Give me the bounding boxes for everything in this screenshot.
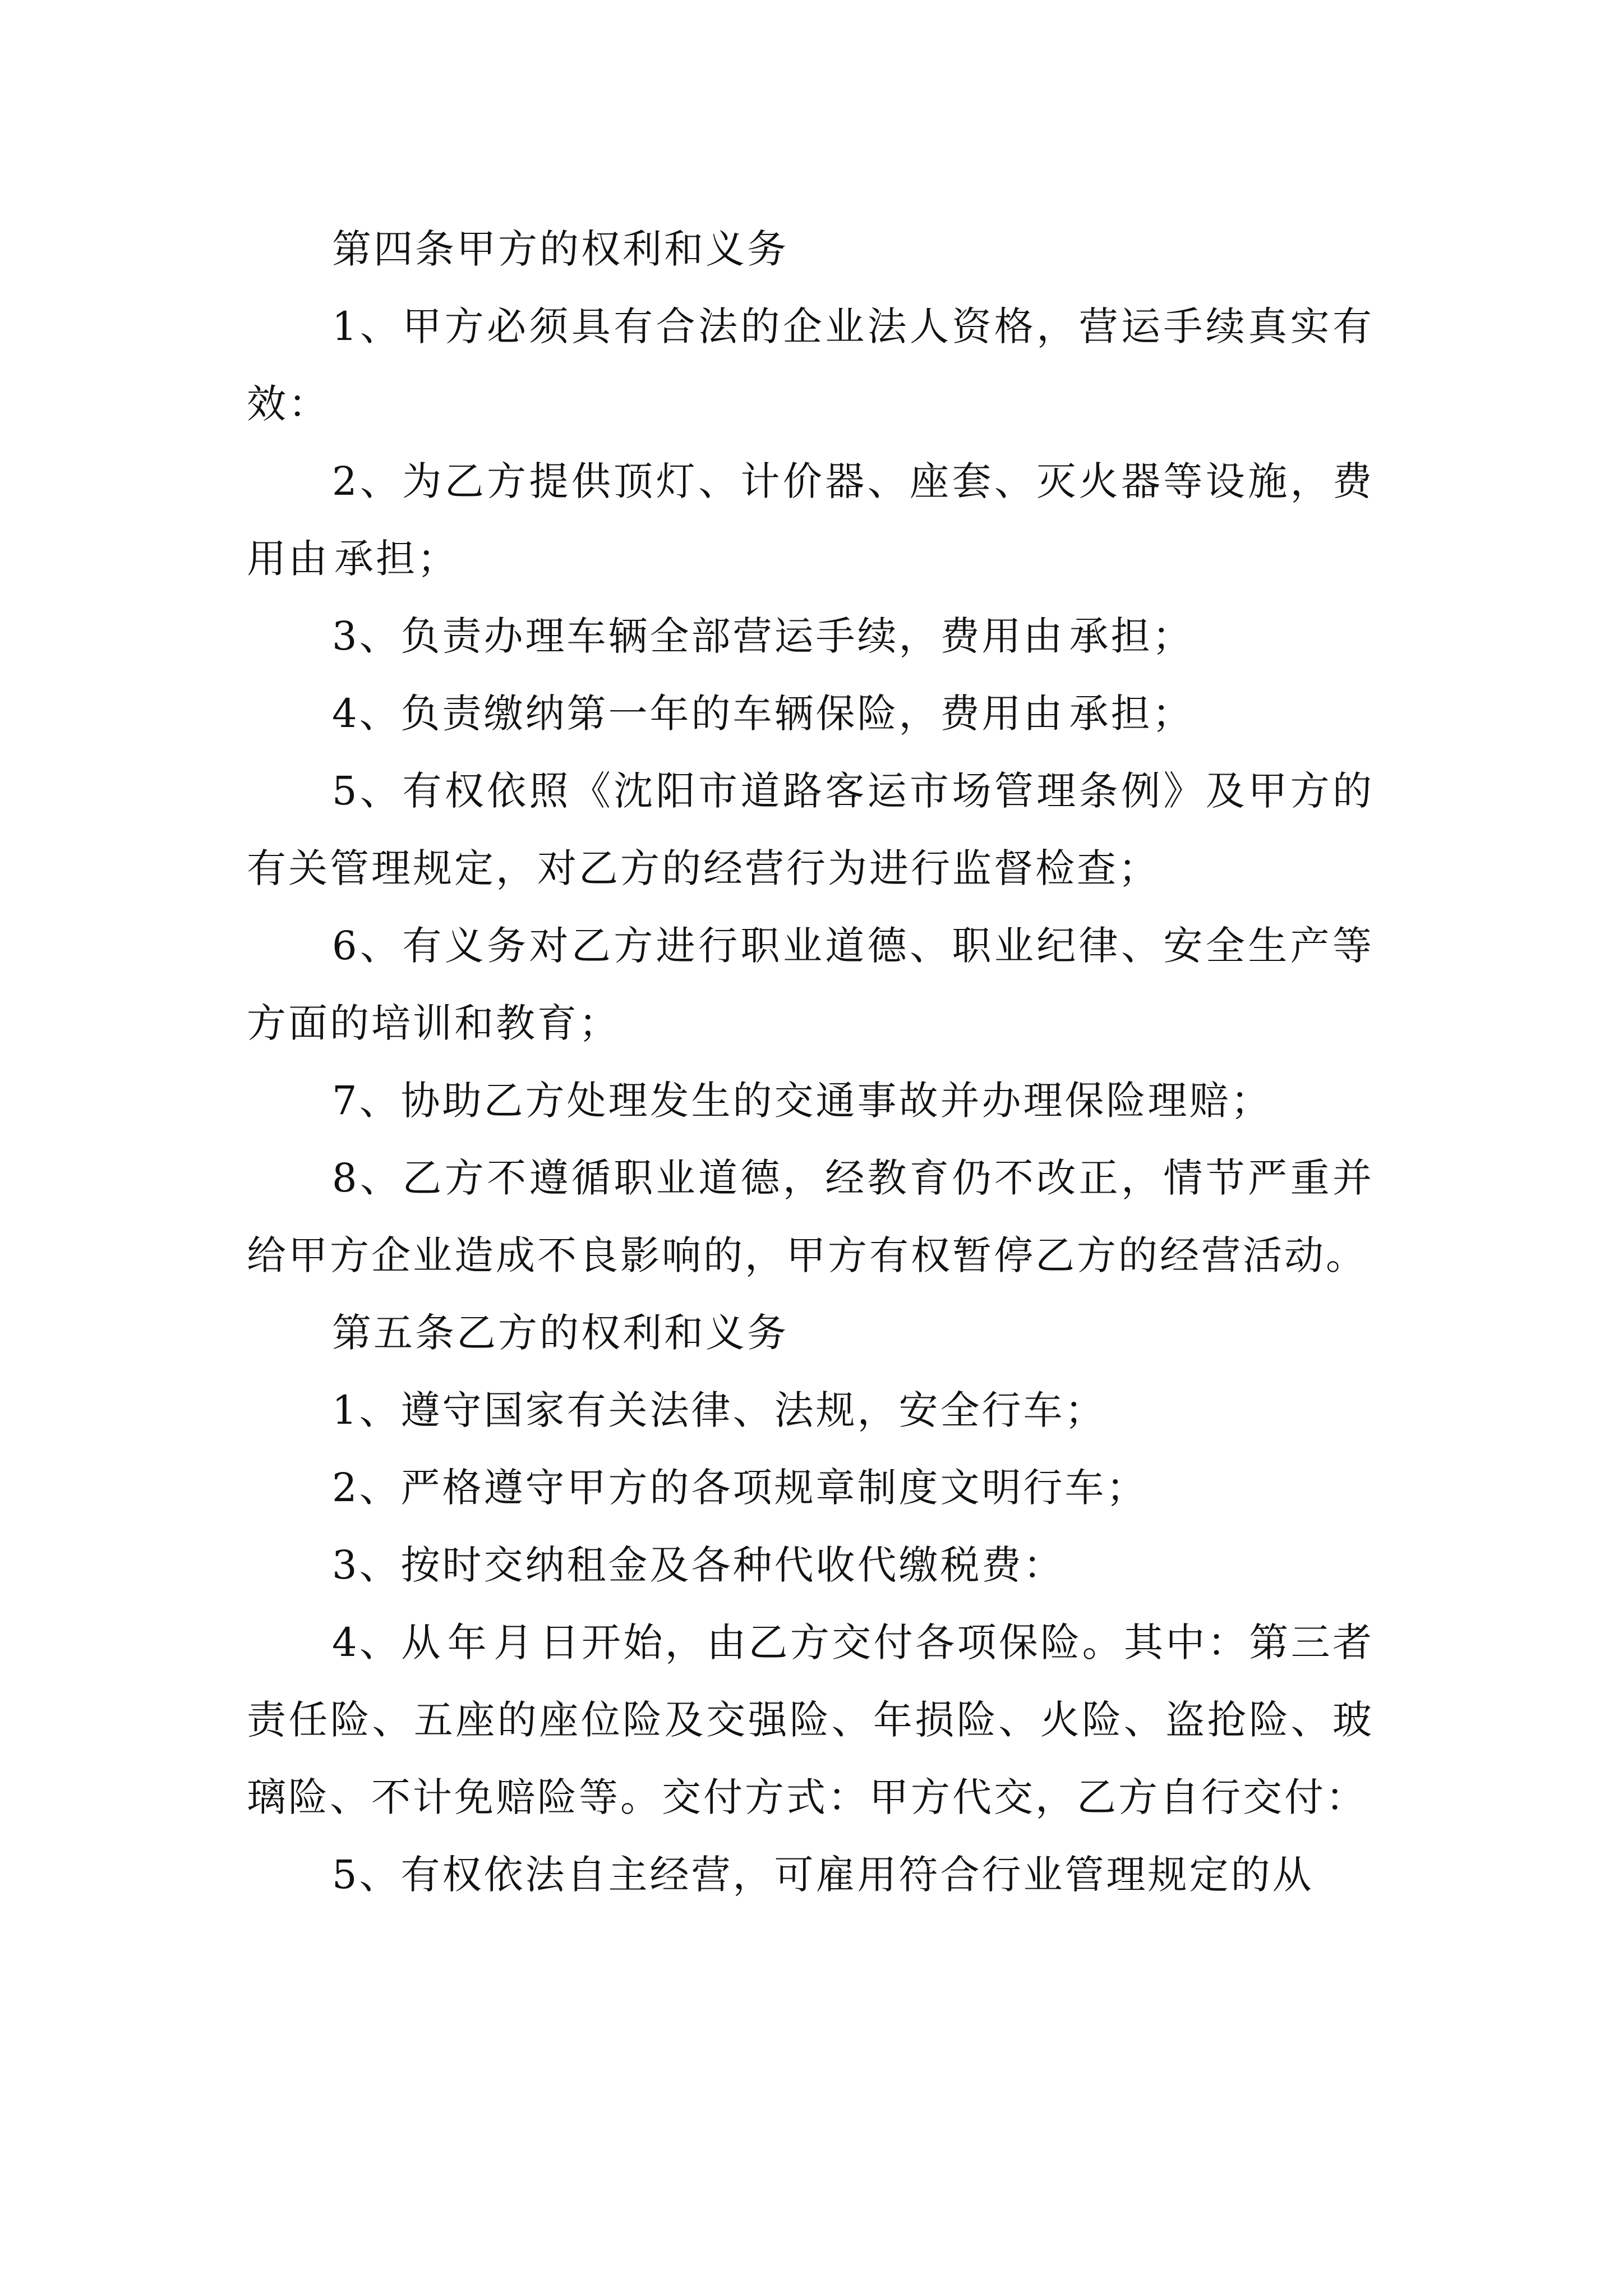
article-5-heading — [247, 1294, 1374, 1372]
paragraph-text: 2、为乙方提供顶灯、计价器、座套、灭火器等设施，费用由 — [247, 458, 1374, 582]
article-4-item-6 — [247, 907, 1374, 1062]
article-4-item-2 — [247, 443, 1374, 597]
article-4-item-1 — [247, 288, 1374, 443]
paragraph-text: 8、乙方不遵循职业道德，经教育仍不改正，情节严重并给甲方企业造成不良影响的，甲方有权暂停乙方的经营活动。 — [247, 1155, 1374, 1278]
paragraph-text: 承担； — [1069, 613, 1194, 659]
paragraph-text: 年 — [447, 1619, 490, 1665]
article-4-item-4 — [247, 675, 1374, 752]
paragraph-text: 月 — [494, 1619, 536, 1665]
paragraph-text: 第四条甲方的权利和义务 — [332, 226, 789, 272]
article-5-item-1 — [247, 1372, 1374, 1449]
paragraph-text: 4、负责缴纳第一年的车辆保险，费用由 — [332, 691, 1065, 737]
paragraph-text: 2、严格遵守甲方的各项规章制度文明行车； — [332, 1465, 1148, 1511]
paragraph-text: 6、有义务对乙方进行职业道德、职业纪律、安全生产等方面的培训和教育； — [247, 923, 1374, 1046]
article-4-item-7 — [247, 1062, 1374, 1139]
paragraph-text: 4、从 — [332, 1619, 443, 1665]
article-4-heading — [247, 210, 1374, 288]
paragraph-text: 3、按时交纳租金及各种代收代缴税费： — [332, 1542, 1065, 1588]
paragraph-text: 第五条乙方的权利和义务 — [332, 1310, 789, 1356]
article-5-item-3 — [247, 1526, 1374, 1604]
article-4-item-3 — [247, 597, 1374, 675]
article-5-item-2 — [247, 1449, 1374, 1526]
paragraph-text: 承担； — [334, 536, 459, 582]
paragraph-text: 承担； — [1069, 691, 1194, 737]
paragraph-text: 5、有权依法自主经营，可雇用符合行业管理规定的从 — [332, 1852, 1314, 1898]
paragraph-text: 5、有权依照《沈阳市道路客运市场管理条例》及甲方的有关管理规定，对乙方的经营行为进行监督检查； — [247, 768, 1374, 891]
article-5-item-5 — [247, 1836, 1374, 1913]
article-4-item-8 — [247, 1139, 1374, 1294]
paragraph-text: 日开始，由乙方交付各项保险。其中：第三者责任险、五座的座位险及交强险、年损险、火险、盗抢险、玻璃险、不计免赔险等。交付方式：甲方代交，乙方自行交付： — [247, 1619, 1375, 1820]
paragraph-text: 7、协助乙方处理发生的交通事故并办理保险理赔； — [332, 1078, 1272, 1124]
paragraph-text: 1、遵守国家有关法律、法规，安全行车； — [332, 1387, 1106, 1433]
article-5-item-4 — [247, 1604, 1374, 1836]
paragraph-text: 3、负责办理车辆全部营运手续，费用由 — [332, 613, 1065, 659]
paragraph-text: 1、甲方必须具有合法的企业法人资格，营运手续真实有效： — [247, 303, 1374, 427]
article-4-item-5 — [247, 752, 1374, 907]
document-body — [247, 210, 1374, 1913]
